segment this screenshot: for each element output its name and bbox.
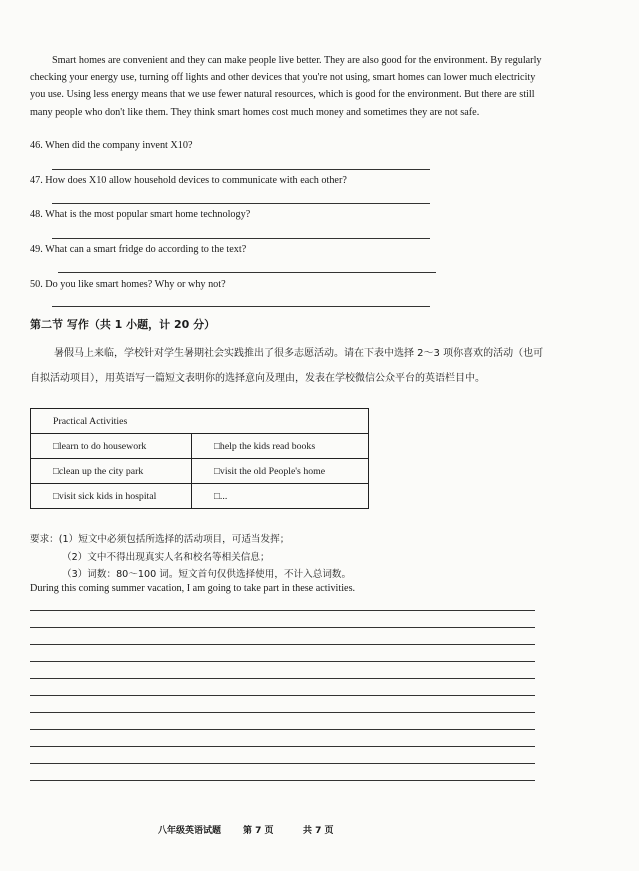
requirement-3: （3）词数：80～100 词。短文首句仅供选择使用，不计入总词数。 xyxy=(62,569,352,580)
footer-title: 八年级英语试题 xyxy=(158,826,222,836)
question-49: 49. What can a smart fridge do according to the text? xyxy=(30,244,247,255)
activity-option: □learn to do housework xyxy=(31,434,192,459)
table-row xyxy=(31,484,369,509)
writing-instruction: 暑假马上来临，学校针对学生暑期社会实践推出了很多志愿活动。请在下表中选择 2～3 项你喜欢的活动（也可自拟活动项目），用英语写一篇短文表明你的选择意向及理由，发表在学校微信公众平台的英语栏目中。 xyxy=(30,348,544,384)
writing-line xyxy=(30,712,535,713)
writing-line xyxy=(30,644,535,645)
start-sentence: During this coming summer vacation, I am going to take part in these activities. xyxy=(30,583,356,594)
section-title: 第二节 写作（共 1 小题，计 20 分） xyxy=(30,318,216,331)
writing-line xyxy=(30,678,535,679)
table-row xyxy=(31,434,369,459)
writing-line xyxy=(30,763,535,764)
writing-line xyxy=(30,695,535,696)
answer-line-50 xyxy=(52,306,430,307)
activity-option: □... xyxy=(192,484,369,509)
writing-line xyxy=(30,627,535,628)
writing-line xyxy=(30,729,535,730)
activity-option: □help the kids read books xyxy=(192,434,369,459)
requirement-2: （2）文中不得出现真实人名和校名等相关信息； xyxy=(62,552,270,563)
writing-line xyxy=(30,610,535,611)
footer-total: 共 7 页 xyxy=(303,826,334,836)
question-48: 48. What is the most popular smart home technology? xyxy=(30,209,251,220)
answer-line-48 xyxy=(52,238,430,239)
activities-table xyxy=(30,408,369,509)
writing-line xyxy=(30,746,535,747)
answer-line-46 xyxy=(52,169,430,170)
activity-option: □clean up the city park xyxy=(31,459,192,484)
writing-line xyxy=(30,780,535,781)
footer-page: 第 7 页 xyxy=(243,826,274,836)
question-47: 47. How does X10 allow household devices to communicate with each other? xyxy=(30,175,347,186)
activity-option: □visit sick kids in hospital xyxy=(31,484,192,509)
activity-option: □visit the old People's home xyxy=(192,459,369,484)
question-50: 50. Do you like smart homes? Why or why not? xyxy=(30,279,226,290)
requirement-1: 要求：(1）短文中必须包括所选择的活动项目，可适当发挥； xyxy=(30,534,290,545)
table-row xyxy=(31,459,369,484)
reading-passage: Smart homes are convenient and they can make people live better. They are also good for the environment. By regularly checking your energy use, turning off lights and other devices that you're not using, smart homes can lower much electricity you use. Using less energy means that we use fewer natural resources, which is good for the environment. But there are still many people who don't like them. They think smart homes cost much money and sometimes they are not safe. xyxy=(30,55,542,118)
writing-line xyxy=(30,661,535,662)
table-header: Practical Activities xyxy=(31,409,369,434)
question-46: 46. When did the company invent X10? xyxy=(30,140,193,151)
answer-line-47 xyxy=(52,203,430,204)
answer-line-49 xyxy=(58,272,436,273)
